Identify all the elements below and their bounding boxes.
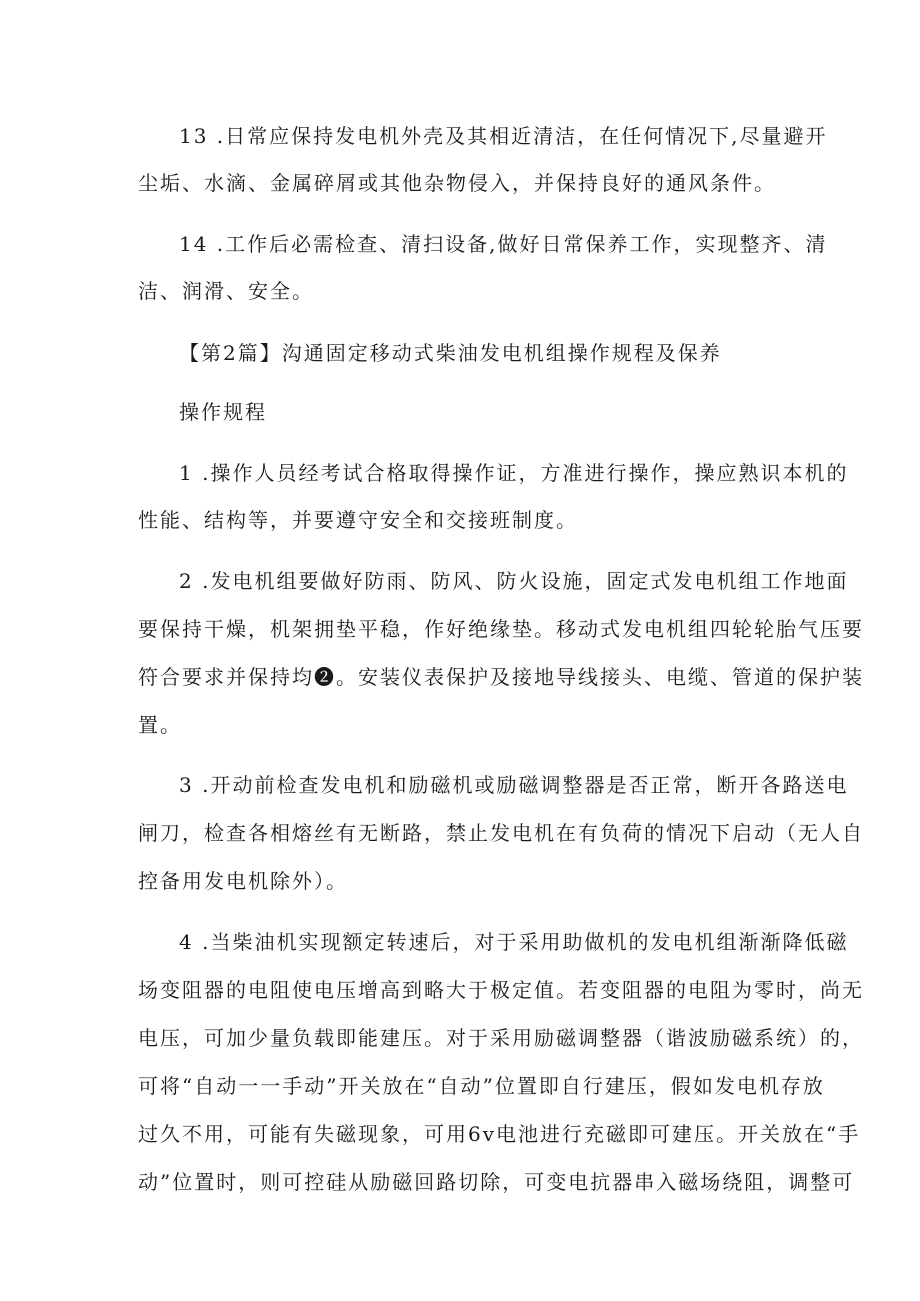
item-4-line-2: 场变阻器的电阻使电压增高到略大于极定值。若变阻器的电阻为零时，尚无 xyxy=(138,978,864,1002)
item-2-line-3: 符合要求并保持均❷。安装仪表保护及接地导线接头、电缆、管道的保护装 xyxy=(138,665,864,689)
paragraph-13-line-1: 13 .日常应保持发电机外壳及其相近清洁，在任何情况下,尽量避开 xyxy=(179,124,828,148)
item-1-line-1: 1 .操作人员经考试合格取得操作证，方准进行操作，操应熟识本机的 xyxy=(179,461,849,485)
item-3-line-1: 3 .开动前检查发电机和励磁机或励磁调整器是否正常，断开各路送电 xyxy=(179,773,849,797)
paragraph-13-line-2: 尘垢、水滴、金属碎屑或其他杂物侵入，并保持良好的通风条件。 xyxy=(138,171,776,195)
item-3-line-2: 闸刀，检查各相熔丝有无断路，禁止发电机在有负荷的情况下启动（无人自 xyxy=(138,821,864,845)
item-2-line-1: 2 .发电机组要做好防雨、防风、防火设施，固定式发电机组工作地面 xyxy=(179,569,849,593)
paragraph-14-line-2: 洁、润滑、安全。 xyxy=(138,279,314,303)
item-4-line-4: 可将“自动一一手动”开关放在“自动”位置即自行建压，假如发电机存放 xyxy=(138,1074,825,1098)
item-2-line-4: 置。 xyxy=(138,713,182,737)
item-4-line-5: 过久不用，可能有失磁现象，可用6v电池进行充磁即可建压。开关放在“手 xyxy=(138,1122,861,1146)
item-4-line-3: 电压，可加少量负载即能建压。对于采用励磁调整器（谐波励磁系统）的， xyxy=(138,1026,864,1050)
section-heading: 【第2篇】沟通固定移动式柴油发电机组操作规程及保养 xyxy=(179,341,722,365)
subheading-operating-rules: 操作规程 xyxy=(179,400,267,424)
item-4-line-1: 4 .当柴油机实现额定转速后，对于采用助做机的发电机组渐渐降低磁 xyxy=(179,930,849,954)
item-4-line-6: 动”位置时，则可控硅从励磁回路切除，可变电抗器串入磁场绕阻，调整可 xyxy=(138,1170,855,1194)
item-1-line-2: 性能、结构等，并要遵守安全和交接班制度。 xyxy=(138,508,578,532)
item-2-line-2: 要保持干燥，机架拥垫平稳，作好绝缘垫。移动式发电机组四轮轮胎气压要 xyxy=(138,617,864,641)
paragraph-14-line-1: 14 .工作后必需检查、清扫设备,做好日常保养工作，实现整齐、清 xyxy=(179,232,828,256)
item-3-line-3: 控备用发电机除外）。 xyxy=(138,869,348,893)
